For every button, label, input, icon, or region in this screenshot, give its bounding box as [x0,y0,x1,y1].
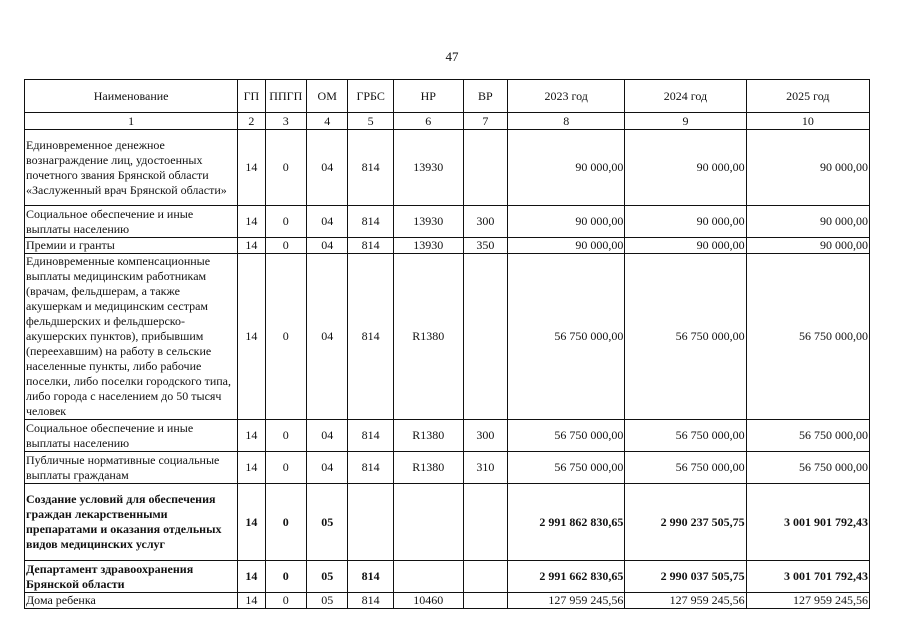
cell-gp: 14 [238,206,265,238]
cell-grbs: 814 [348,254,393,420]
table-row [25,206,870,238]
amount-2025: 90 000,00 [746,238,869,254]
header-nr: НР [393,80,463,113]
cell-nr [393,484,463,561]
amount-2024: 56 750 000,00 [625,452,746,484]
table-row [25,130,870,206]
header-om: ОМ [306,80,347,113]
amount-2023: 2 991 662 830,65 [508,561,625,593]
cell-om: 05 [306,561,347,593]
header-name: Наименование [25,80,238,113]
cell-om: 05 [306,593,347,609]
column-number: 10 [746,113,869,130]
cell-gp: 14 [238,593,265,609]
cell-om: 04 [306,206,347,238]
amount-2025: 56 750 000,00 [746,420,869,452]
amount-2024: 56 750 000,00 [625,420,746,452]
row-name: Премии и гранты [25,238,238,254]
cell-gp: 14 [238,484,265,561]
row-name: Единовременные компенсационные выплаты медицинским работникам (врачам, фельдшерам, а также акушеркам и медицинским сестрам фельдшерских и фельдшерско-акушерских пунктов), прибывшим (переехавшим) на работу в сельские населенные пункты, либо рабочие поселки, либо поселки городского типа, либо города с населением до 50 тысяч человек [25,254,238,420]
cell-om: 05 [306,484,347,561]
column-number: 2 [238,113,265,130]
table-row [25,254,870,420]
cell-ppgp: 0 [265,254,306,420]
cell-vr [463,254,507,420]
row-name: Дома ребенка [25,593,238,609]
cell-gp: 14 [238,238,265,254]
cell-om: 04 [306,130,347,206]
cell-nr: R1380 [393,254,463,420]
header-ppgp: ППГП [265,80,306,113]
row-name: Единовременное денежное вознаграждение лиц, удостоенных почетного звания Брянской области «Заслуженный врач Брянской области» [25,130,238,206]
cell-ppgp: 0 [265,206,306,238]
cell-gp: 14 [238,420,265,452]
cell-gp: 14 [238,254,265,420]
cell-nr: 13930 [393,206,463,238]
table-row [25,452,870,484]
table-row [25,238,870,254]
amount-2025: 3 001 701 792,43 [746,561,869,593]
header-vr: ВР [463,80,507,113]
table-row [25,420,870,452]
header-grbs: ГРБС [348,80,393,113]
cell-ppgp: 0 [265,484,306,561]
amount-2025: 90 000,00 [746,130,869,206]
column-number: 8 [508,113,625,130]
cell-om: 04 [306,452,347,484]
row-name: Департамент здравоохранения Брянской области [25,561,238,593]
amount-2023: 2 991 862 830,65 [508,484,625,561]
cell-vr [463,130,507,206]
amount-2024: 2 990 237 505,75 [625,484,746,561]
amount-2024: 2 990 037 505,75 [625,561,746,593]
amount-2024: 90 000,00 [625,130,746,206]
column-number: 9 [625,113,746,130]
cell-grbs: 814 [348,593,393,609]
cell-grbs: 814 [348,238,393,254]
column-number: 5 [348,113,393,130]
row-name: Публичные нормативные социальные выплаты гражданам [25,452,238,484]
cell-om: 04 [306,420,347,452]
cell-vr [463,561,507,593]
column-number: 4 [306,113,347,130]
cell-om: 04 [306,254,347,420]
cell-ppgp: 0 [265,561,306,593]
cell-grbs [348,484,393,561]
cell-nr: R1380 [393,420,463,452]
cell-ppgp: 0 [265,452,306,484]
table-row [25,593,870,609]
cell-grbs: 814 [348,561,393,593]
cell-vr: 300 [463,420,507,452]
table-body [25,130,870,609]
column-number-row [25,113,870,130]
table-row [25,561,870,593]
row-name: Создание условий для обеспечения граждан лекарственными препаратами и оказания отдельных видов медицинских услуг [25,484,238,561]
cell-vr [463,484,507,561]
amount-2023: 56 750 000,00 [508,254,625,420]
cell-grbs: 814 [348,452,393,484]
cell-ppgp: 0 [265,238,306,254]
cell-gp: 14 [238,452,265,484]
cell-gp: 14 [238,130,265,206]
amount-2025: 90 000,00 [746,206,869,238]
cell-om: 04 [306,238,347,254]
cell-nr: 10460 [393,593,463,609]
column-number: 3 [265,113,306,130]
cell-grbs: 814 [348,206,393,238]
table-header-row [25,80,870,113]
cell-vr: 300 [463,206,507,238]
cell-nr: 13930 [393,130,463,206]
amount-2025: 3 001 901 792,43 [746,484,869,561]
amount-2024: 127 959 245,56 [625,593,746,609]
amount-2025: 56 750 000,00 [746,452,869,484]
table-row [25,484,870,561]
row-name: Социальное обеспечение и иные выплаты населению [25,206,238,238]
amount-2024: 56 750 000,00 [625,254,746,420]
row-name: Социальное обеспечение и иные выплаты населению [25,420,238,452]
cell-nr: 13930 [393,238,463,254]
cell-vr [463,593,507,609]
amount-2025: 127 959 245,56 [746,593,869,609]
amount-2025: 56 750 000,00 [746,254,869,420]
cell-gp: 14 [238,561,265,593]
header-gp: ГП [238,80,265,113]
amount-2024: 90 000,00 [625,238,746,254]
cell-grbs: 814 [348,130,393,206]
header-2025: 2025 год [746,80,869,113]
cell-ppgp: 0 [265,130,306,206]
cell-vr: 310 [463,452,507,484]
column-number: 7 [463,113,507,130]
page-number: 47 [445,49,459,64]
amount-2023: 90 000,00 [508,206,625,238]
cell-ppgp: 0 [265,593,306,609]
amount-2023: 90 000,00 [508,130,625,206]
header-2024: 2024 год [625,80,746,113]
amount-2023: 56 750 000,00 [508,452,625,484]
amount-2023: 127 959 245,56 [508,593,625,609]
amount-2023: 90 000,00 [508,238,625,254]
amount-2024: 90 000,00 [625,206,746,238]
cell-ppgp: 0 [265,420,306,452]
cell-nr [393,561,463,593]
column-number: 1 [25,113,238,130]
cell-grbs: 814 [348,420,393,452]
column-number: 6 [393,113,463,130]
budget-table [24,79,870,609]
cell-nr: R1380 [393,452,463,484]
header-2023: 2023 год [508,80,625,113]
amount-2023: 56 750 000,00 [508,420,625,452]
cell-vr: 350 [463,238,507,254]
